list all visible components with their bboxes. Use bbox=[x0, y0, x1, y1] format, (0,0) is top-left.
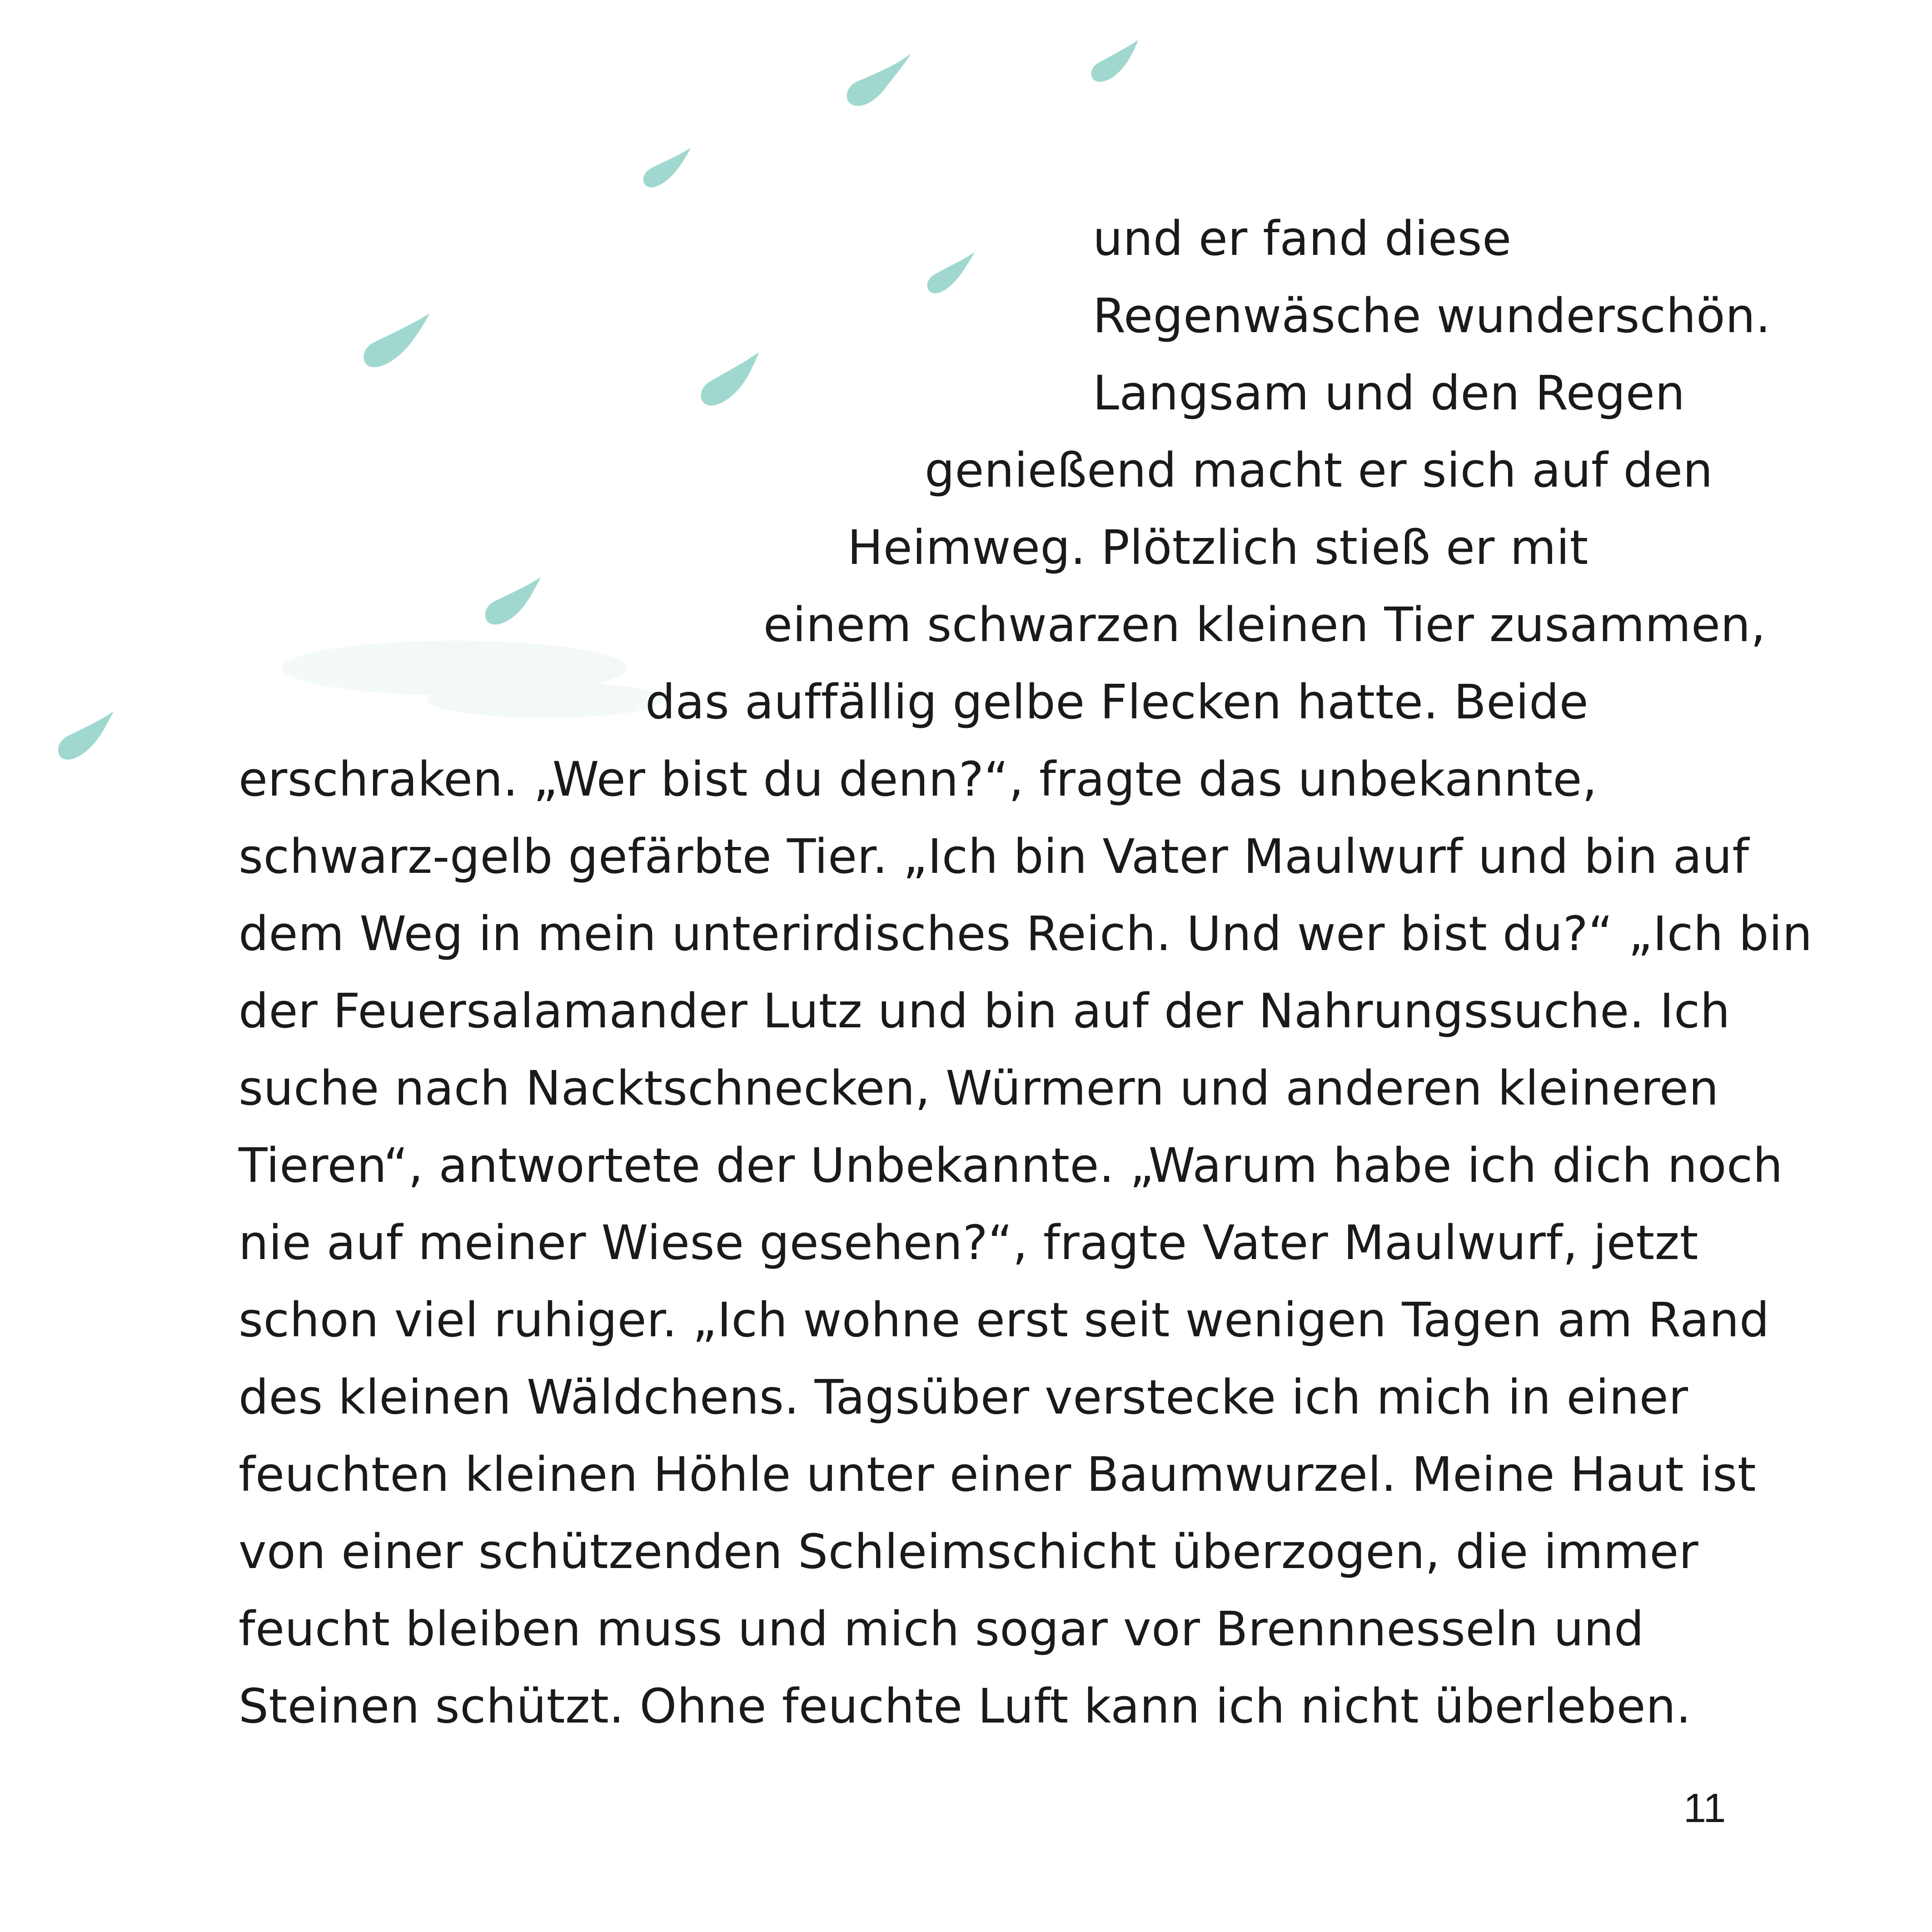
text-line: des kleinen Wäldchens. Tagsüber verstecke ich mich in einer bbox=[239, 1369, 1688, 1425]
raindrop-icon bbox=[363, 314, 429, 367]
raindrop-icon bbox=[485, 577, 541, 625]
raindrop-icon bbox=[701, 352, 759, 406]
text-line: einem schwarzen kleinen Tier zusammen, bbox=[763, 597, 1766, 652]
raindrop-icon bbox=[58, 711, 114, 760]
watercolor-wash bbox=[427, 682, 663, 718]
raindrop-icon bbox=[643, 148, 691, 187]
text-line: Langsam und den Regen bbox=[1093, 365, 1685, 421]
text-line: das auffällig gelbe Flecken hatte. Beide bbox=[645, 674, 1589, 730]
text-line: schon viel ruhiger. „Ich wohne erst seit wenigen Tagen am Rand bbox=[239, 1292, 1770, 1348]
text-line: Heimweg. Plötzlich stieß er mit bbox=[847, 520, 1588, 575]
text-line: feucht bleiben muss und mich sogar vor Brennnesseln und bbox=[239, 1601, 1644, 1657]
text-line: dem Weg in mein unterirdisches Reich. Und wer bist du?“ „Ich bin bbox=[239, 906, 1812, 961]
raindrop-icon bbox=[847, 54, 911, 106]
text-line: Steinen schützt. Ohne feuchte Luft kann ich nicht überleben. bbox=[239, 1678, 1692, 1734]
text-line: genießend macht er sich auf den bbox=[925, 443, 1713, 498]
text-line: suche nach Nacktschnecken, Würmern und anderen kleineren bbox=[239, 1061, 1719, 1116]
raindrop-icon bbox=[927, 252, 975, 294]
page-number: 11 bbox=[1683, 1786, 1726, 1831]
raindrop-icon bbox=[1091, 40, 1138, 82]
text-line: und er fand diese bbox=[1093, 211, 1512, 266]
text-line: Regenwäsche wunderschön. bbox=[1093, 288, 1771, 344]
text-line: von einer schützenden Schleimschicht überzogen, die immer bbox=[239, 1524, 1699, 1579]
text-line: schwarz-gelb gefärbte Tier. „Ich bin Vater Maulwurf und bin auf bbox=[239, 829, 1749, 884]
text-line: nie auf meiner Wiese gesehen?“, fragte Vater Maulwurf, jetzt bbox=[239, 1215, 1698, 1270]
text-line: feuchten kleinen Höhle unter einer Baumwurzel. Meine Haut ist bbox=[239, 1447, 1757, 1502]
text-line: Tieren“, antwortete der Unbekannte. „Warum habe ich dich noch bbox=[239, 1138, 1783, 1193]
text-line: der Feuersalamander Lutz und bin auf der Nahrungssuche. Ich bbox=[239, 983, 1731, 1039]
text-line: erschraken. „Wer bist du denn?“, fragte das unbekannte, bbox=[239, 752, 1598, 807]
